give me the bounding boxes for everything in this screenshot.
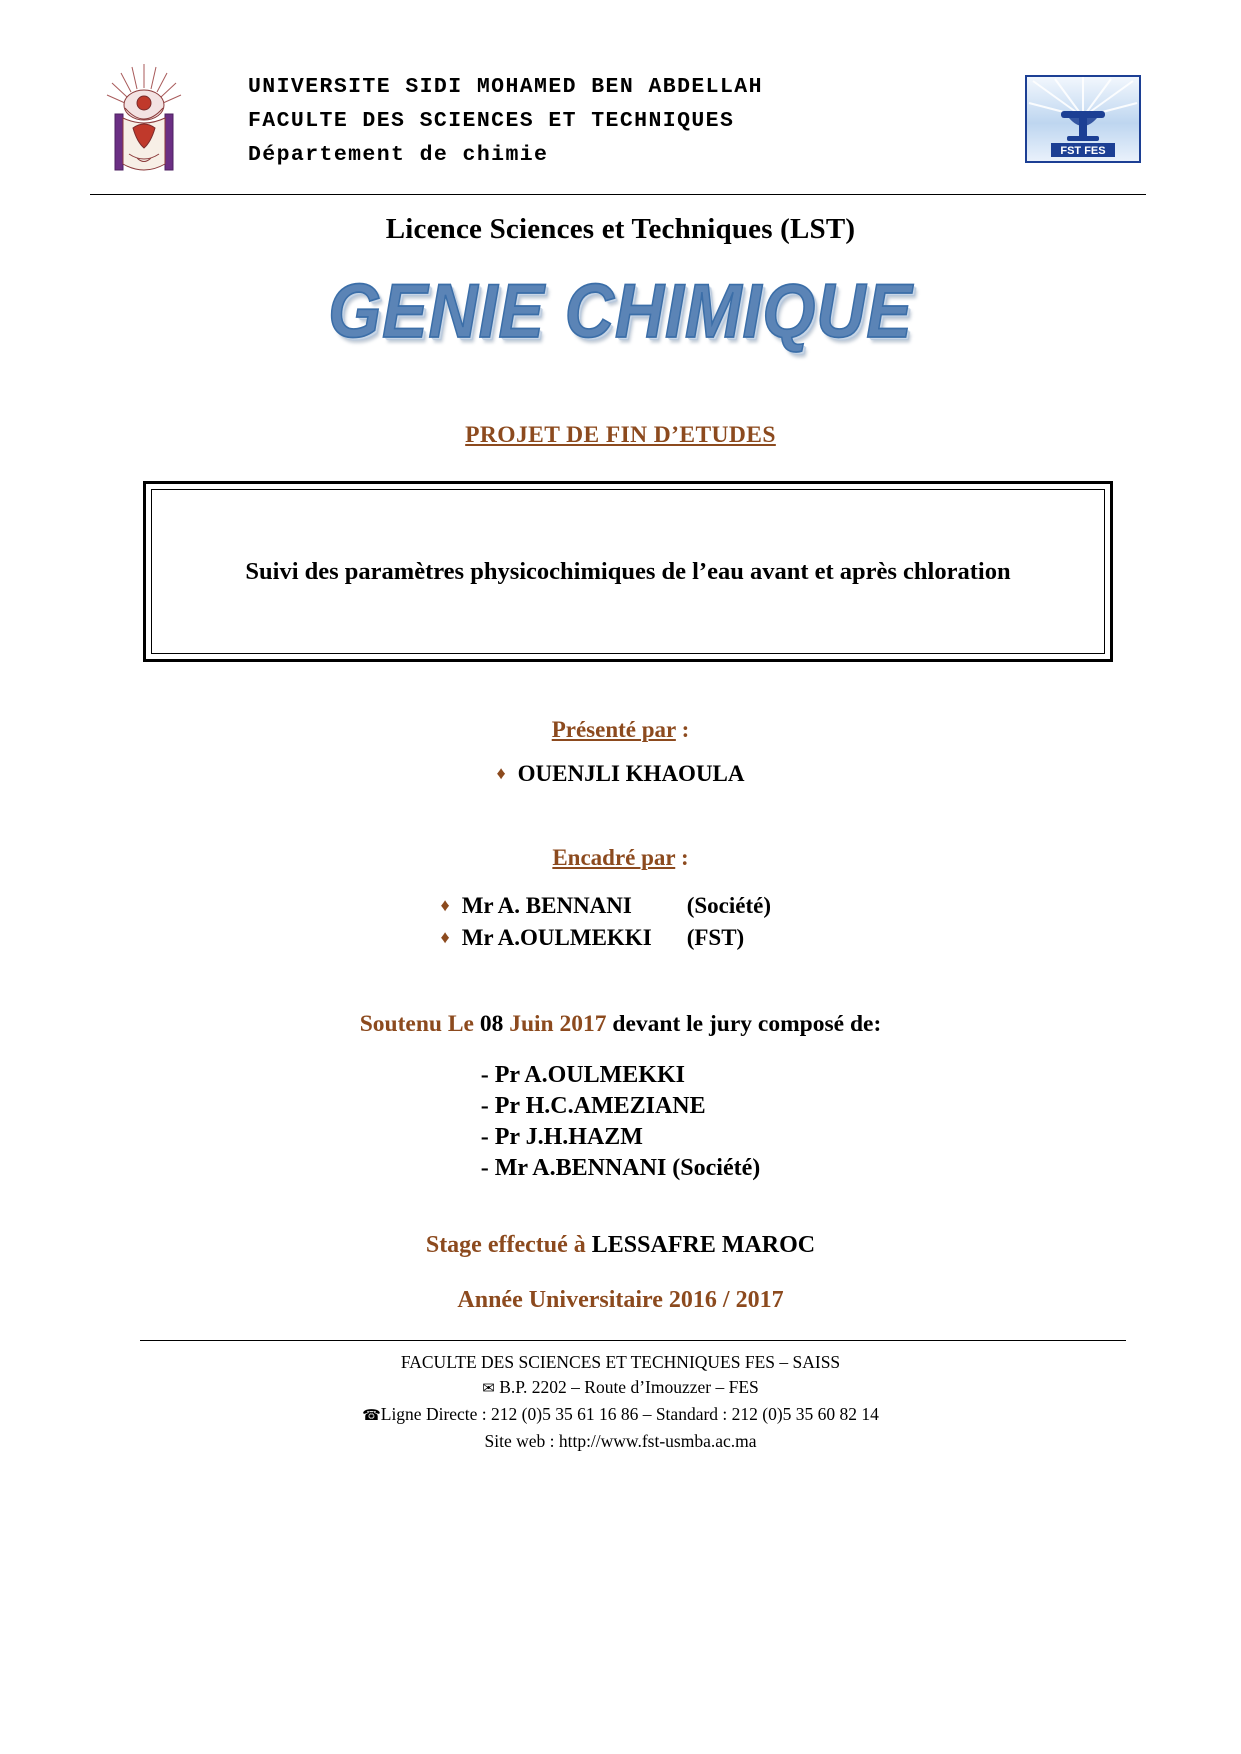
internship-prefix: Stage effectué à <box>425 1232 586 1258</box>
phone-icon: ☎ <box>362 1408 381 1424</box>
defense-date: Juin 2017 <box>503 1011 607 1037</box>
diamond-bullet-icon: ♦ <box>440 895 450 915</box>
fst-fes-logo-text: FST FES <box>1060 145 1106 157</box>
diamond-bullet-icon: ♦ <box>496 763 506 783</box>
supervised-by-label <box>0 845 1241 871</box>
page-footer <box>0 1350 1241 1454</box>
degree-title: Licence Sciences et Techniques (LST) <box>385 213 856 245</box>
supervisor-affiliation: (Société) <box>686 893 771 918</box>
internship-line <box>0 1232 1241 1259</box>
project-subject: Suivi des paramètres physicochimiques de l’eau avant et après chloration <box>245 557 1011 585</box>
jury-member: - Pr A.OULMEKKI <box>480 1062 685 1088</box>
program-title-wrap <box>0 268 1241 380</box>
supervised-by-label-text: Encadré par <box>552 845 676 870</box>
academic-year-line <box>0 1287 1241 1314</box>
mail-icon: ✉ <box>482 1381 495 1397</box>
footer-address: B.P. 2202 – Route d’Imouzzer – FES <box>499 1377 759 1397</box>
supervisor-name: Mr A. BENNANI <box>461 893 632 918</box>
diamond-bullet-icon: ♦ <box>440 927 450 947</box>
presented-by-label-text: Présenté par <box>551 717 676 742</box>
defense-suffix: devant le jury composé de: <box>606 1011 882 1037</box>
presented-by-colon: : <box>675 717 690 742</box>
footer-divider <box>140 1340 1126 1341</box>
jury-member: - Mr A.BENNANI (Société) <box>480 1155 761 1181</box>
supervised-by-colon: : <box>675 845 689 870</box>
footer-website: Site web : http://www.fst-usmba.ac.ma <box>484 1431 757 1451</box>
header-divider <box>90 194 1146 195</box>
university-heading <box>193 66 1025 172</box>
program-title: GENIE CHIMIQUE <box>328 268 913 354</box>
page-header <box>0 0 1241 180</box>
university-line-2: FACULTE DES SCIENCES ET TECHNIQUES <box>248 109 735 133</box>
footer-institution: FACULTE DES SCIENCES ET TECHNIQUES FES – SAISS <box>400 1352 841 1372</box>
defense-line <box>0 1011 1241 1038</box>
universite-seal-logo <box>95 58 193 180</box>
defense-day: 08 <box>479 1011 504 1037</box>
supervisors-list <box>0 893 1241 951</box>
jury-list <box>0 1060 1241 1184</box>
footer-phone-line <box>0 1402 1241 1429</box>
university-line-1: UNIVERSITE SIDI MOHAMED BEN ABDELLAH <box>248 75 763 99</box>
internship-company: LESSAFRE MAROC <box>591 1232 816 1258</box>
jury-member: - Pr H.C.AMEZIANE <box>480 1093 706 1119</box>
academic-year-label: Année Universitaire <box>457 1287 663 1313</box>
document-type-title: PROJET DE FIN D’ETUDES <box>465 422 776 448</box>
author-name: OUENJLI KHAOULA <box>517 761 745 786</box>
subject-box-inner <box>151 489 1105 654</box>
subject-box <box>143 481 1113 662</box>
presented-by-label <box>0 717 1241 743</box>
supervisor-name: Mr A.OULMEKKI <box>461 925 652 950</box>
footer-address-line <box>0 1375 1241 1402</box>
supervisor-affiliation: (FST) <box>686 925 745 950</box>
academic-year-value: 2016 / 2017 <box>668 1287 784 1313</box>
footer-phone: Ligne Directe : 212 (0)5 35 61 16 86 – Standard : 212 (0)5 35 60 82 14 <box>380 1404 879 1424</box>
jury-member: - Pr J.H.HAZM <box>480 1124 643 1150</box>
defense-prefix: Soutenu Le <box>359 1011 480 1037</box>
supervisor-item <box>0 925 1241 951</box>
supervisor-item <box>0 893 1241 919</box>
author-line <box>0 761 1241 787</box>
university-line-3: Département de chimie <box>248 143 549 167</box>
fst-fes-logo <box>1025 75 1141 163</box>
